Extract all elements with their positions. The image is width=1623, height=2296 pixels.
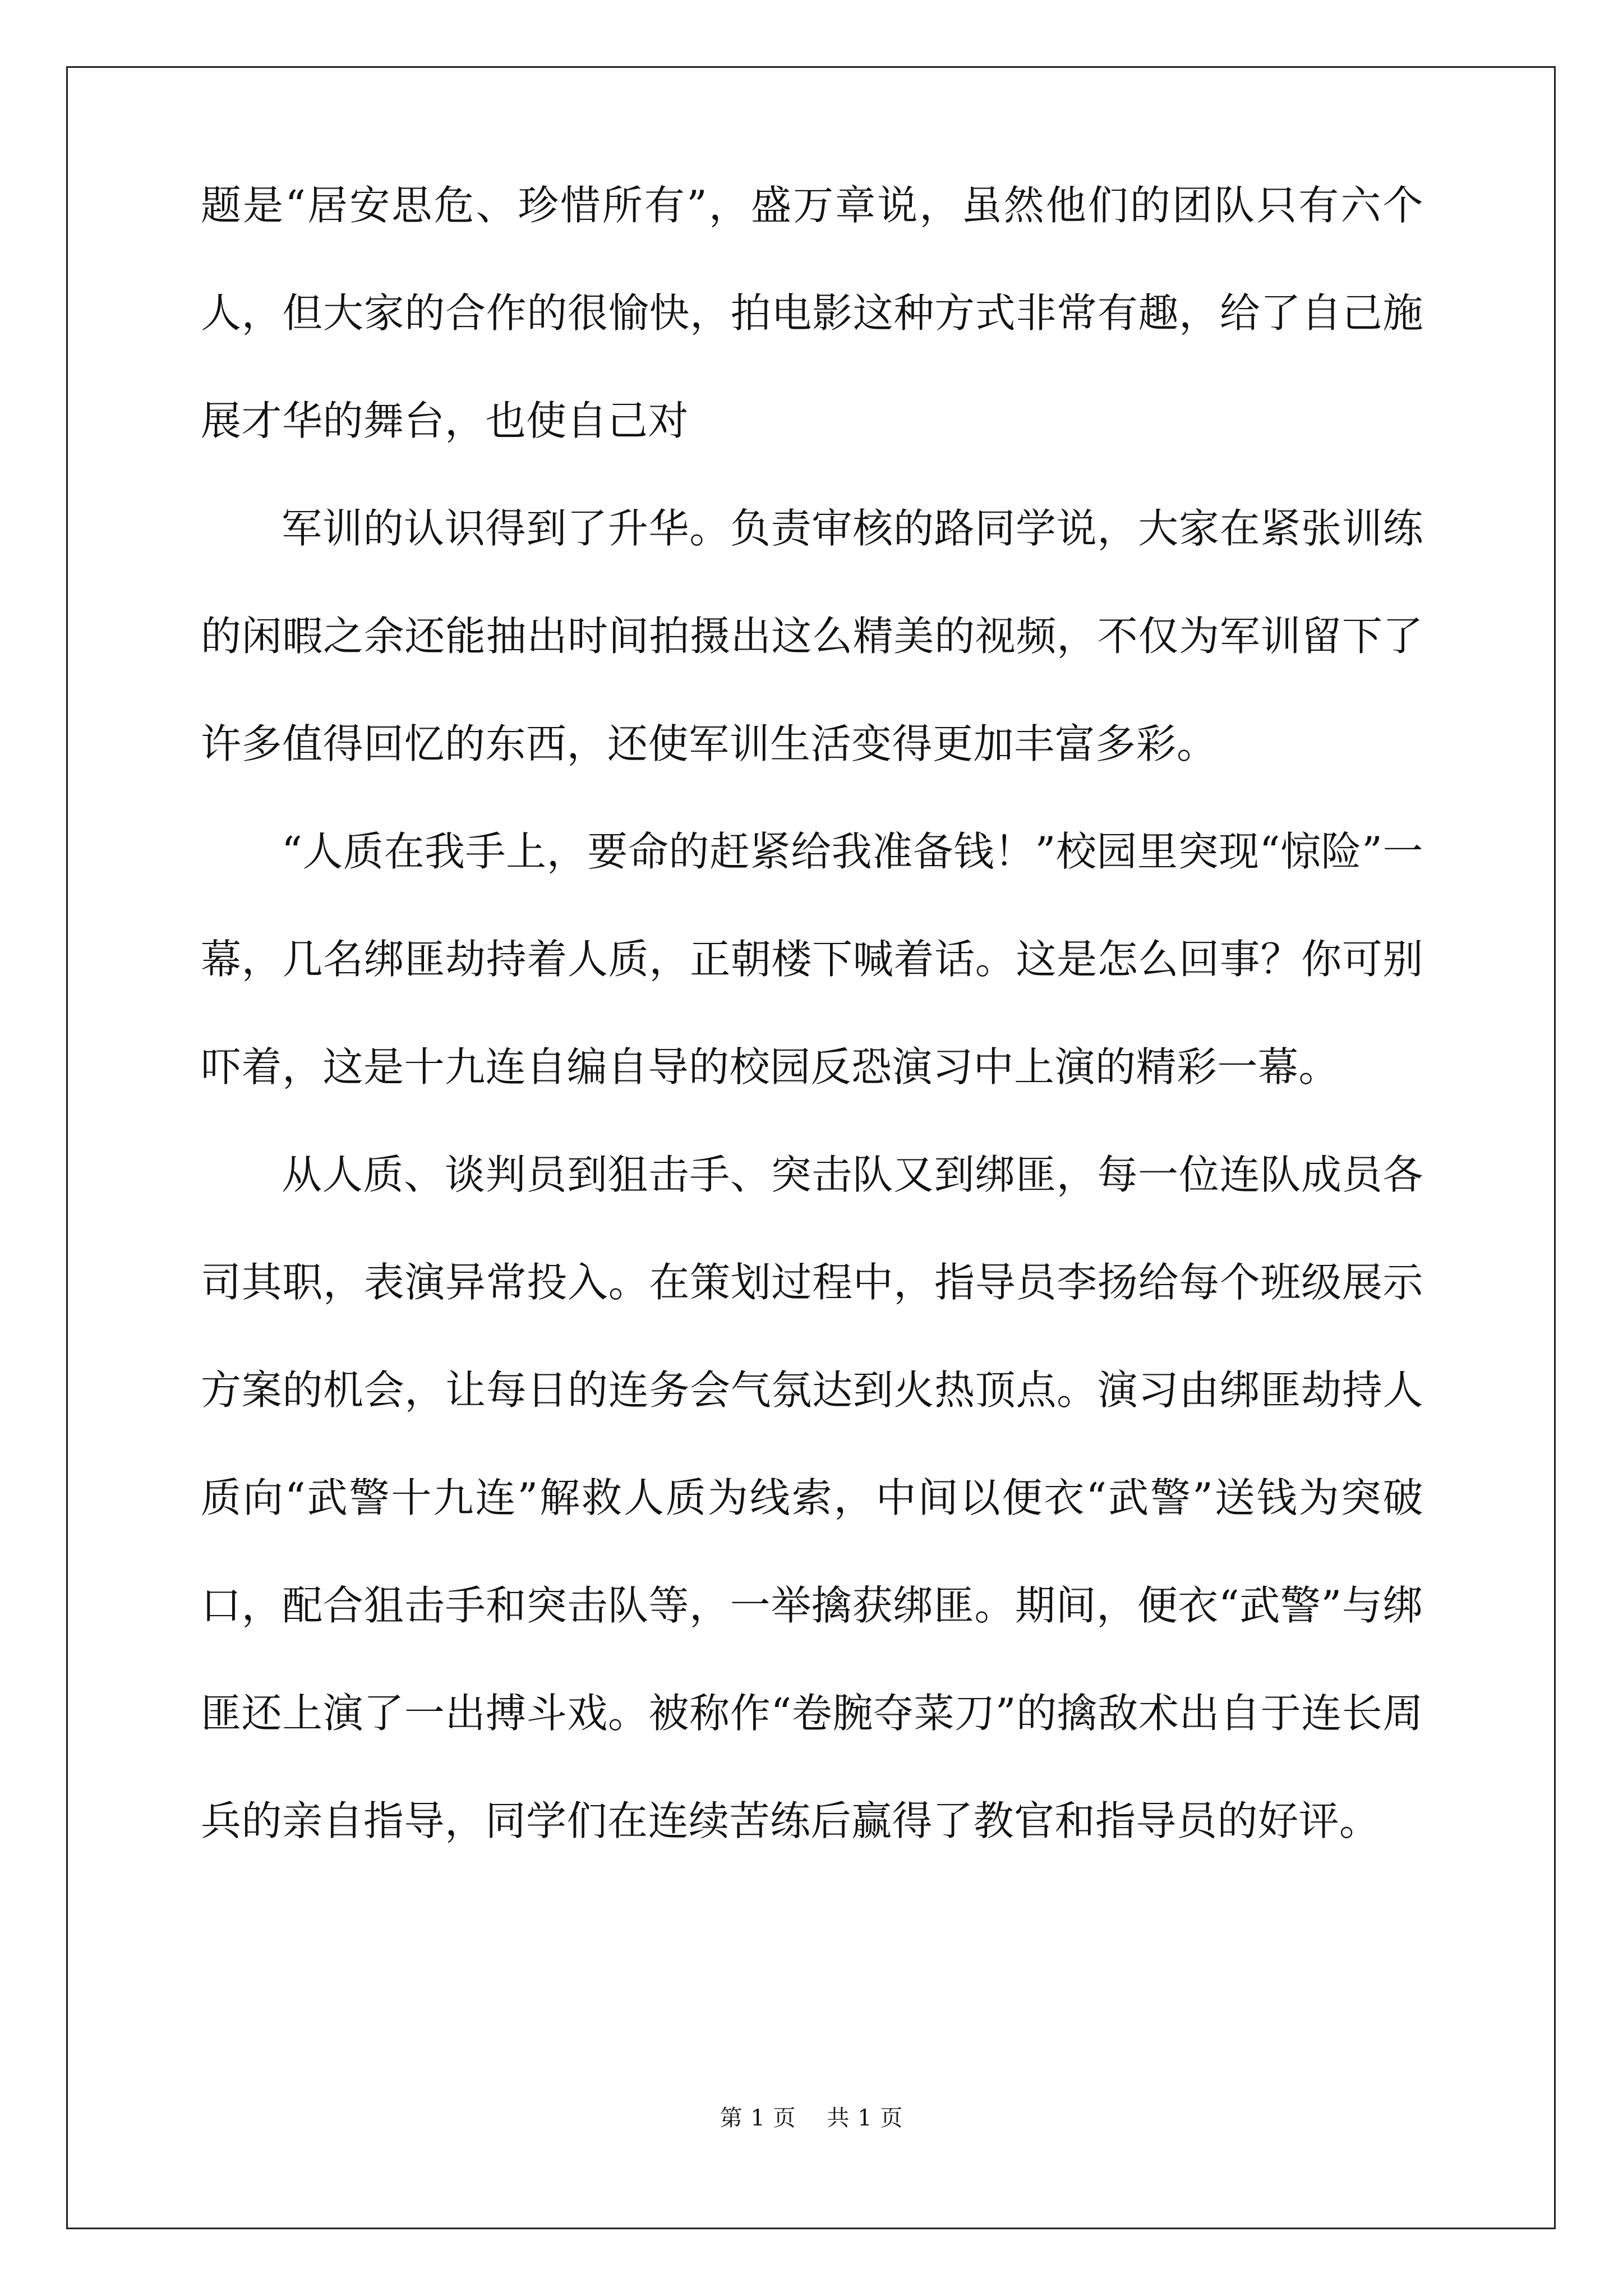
- page-footer: [0, 2102, 1623, 2134]
- paragraph-1: 题是“居安思危、珍惜所有”，盛万章说，虽然他们的团队只有六个人，但大家的合作的很愉快，拍电影这种方式非常有趣，给了自己施展才华的舞台，也使自己对: [201, 182, 1423, 444]
- page-number: 第 1 页: [720, 2105, 796, 2131]
- footer-gap: [796, 2105, 827, 2131]
- paragraph-2: 军训的认识得到了升华。负责审核的路同学说，大家在紧张训练的闲暇之余还能抽出时间拍摄出这么精美的视频，不仅为军训留下了许多值得回忆的东西，还使军训生活变得更加丰富多彩。: [201, 505, 1423, 767]
- paragraph-3: “人质在我手上，要命的赶紧给我准备钱！”校园里突现“惊险”一幕，几名绑匪劫持着人质，正朝楼下喊着话。这是怎么回事？你可别吓着，这是十九连自编自导的校园反恐演习中上演的精彩一幕。: [201, 828, 1423, 1091]
- paragraph-4: 从人质、谈判员到狙击手、突击队又到绑匪，每一位连队成员各司其职，表演异常投入。在策划过程中，指导员李扬给每个班级展示方案的机会，让每日的连务会气氛达到火热顶点。演习由绑匪劫持人质向“武警十九连”解救人质为线索，中间以便衣“武警”送钱为突破口，配合狙击手和突击队等，一举擒获绑匪。期间，便衣“武警”与绑匪还上演了一出搏斗戏。被称作“卷腕夺菜刀”的擒敌术出自于连长周兵的亲自指导，同学们在连续苦练后赢得了教官和指导员的好评。: [201, 1151, 1423, 1844]
- document-body: [201, 151, 1423, 1875]
- page-total: 共 1 页: [827, 2105, 903, 2131]
